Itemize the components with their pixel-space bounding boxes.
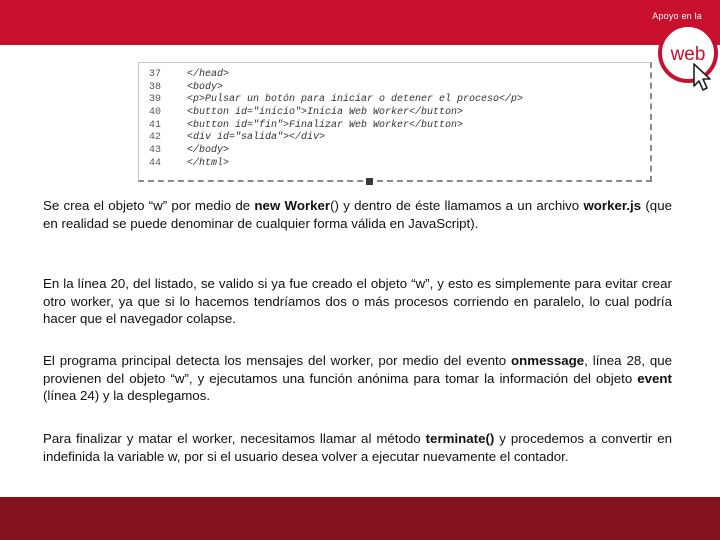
line-text: <div id="salida"></div> [187,132,326,144]
line-text: </body> [187,145,230,157]
text-span: (que en realidad se puede denominar de cualquier forma válida en JavaScript). [43,198,672,231]
line-text: <body> [187,81,224,93]
text-span: (línea 24) y la desplegamos. [43,388,211,403]
code-lines [149,69,523,171]
logo-text: web [670,44,706,65]
line-number: 38 [149,81,162,93]
text-span: Se crea el objeto “w” por medio de [43,198,255,213]
code-line [149,120,523,133]
paragraph-line-20: En la línea 20, del listado, se valido si ya fue creado el objeto “w”, y esto es simplemente para evitar crear otro worker, ya que si lo hacemos tendríamos dos o más procesos corriendo en paralelo, lo cual podría hacer que el navegador colapse. [43,276,672,326]
brand-caption: Apoyo en la [652,11,702,21]
code-line [149,69,523,82]
footer-band [0,497,720,540]
code-box-corner-marker [366,178,373,185]
keyword-event: event [637,370,672,386]
text-span: y procedemos a convertir en indefinida la variable w, por si el usuario desea volver a ejecutar nuevamente el contador. [43,431,672,464]
line-number: 43 [149,145,162,157]
web-logo-icon [656,20,720,100]
code-line [149,145,523,158]
header-band [0,0,720,45]
line-text: <button id="inicio">Inicia Web Worker</button> [187,107,464,119]
line-text: </head> [187,69,230,80]
line-number: 40 [149,107,162,119]
line-text: <button id="fin">Finalizar Web Worker</button> [187,119,464,131]
text-span: () y dentro de éste llamamos a un archivo [330,198,584,213]
text-span: , línea 28, que provienen del objeto “w”, y ejecutamos una función anónima para tomar la información del objeto [43,353,672,386]
keyword-terminate: terminate() [425,431,495,446]
keyword-new-worker: new Worker [254,198,331,213]
keyword-worker-js: worker.js [583,198,642,213]
code-line [149,94,523,107]
paragraph-onmessage [43,352,672,405]
paragraph-worker-creation [43,197,672,232]
code-line [149,82,523,95]
text-span: Para finalizar y matar el worker, necesitamos llamar al método [43,431,426,446]
paragraph-terminate [43,430,672,465]
code-line [149,107,523,120]
line-number: 42 [149,132,162,144]
line-number: 37 [149,69,162,80]
keyword-onmessage: onmessage [511,353,585,368]
code-line [149,132,523,145]
line-number: 44 [149,157,162,169]
line-text: <p>Pulsar un botón para iniciar o detener el proceso</p> [187,94,524,106]
code-listing [138,62,652,182]
line-number: 39 [149,94,162,106]
line-number: 41 [149,119,162,131]
line-text: </html> [187,157,230,169]
text-span: El programa principal detecta los mensajes del worker, por medio del evento [43,353,511,368]
code-line [149,158,523,171]
